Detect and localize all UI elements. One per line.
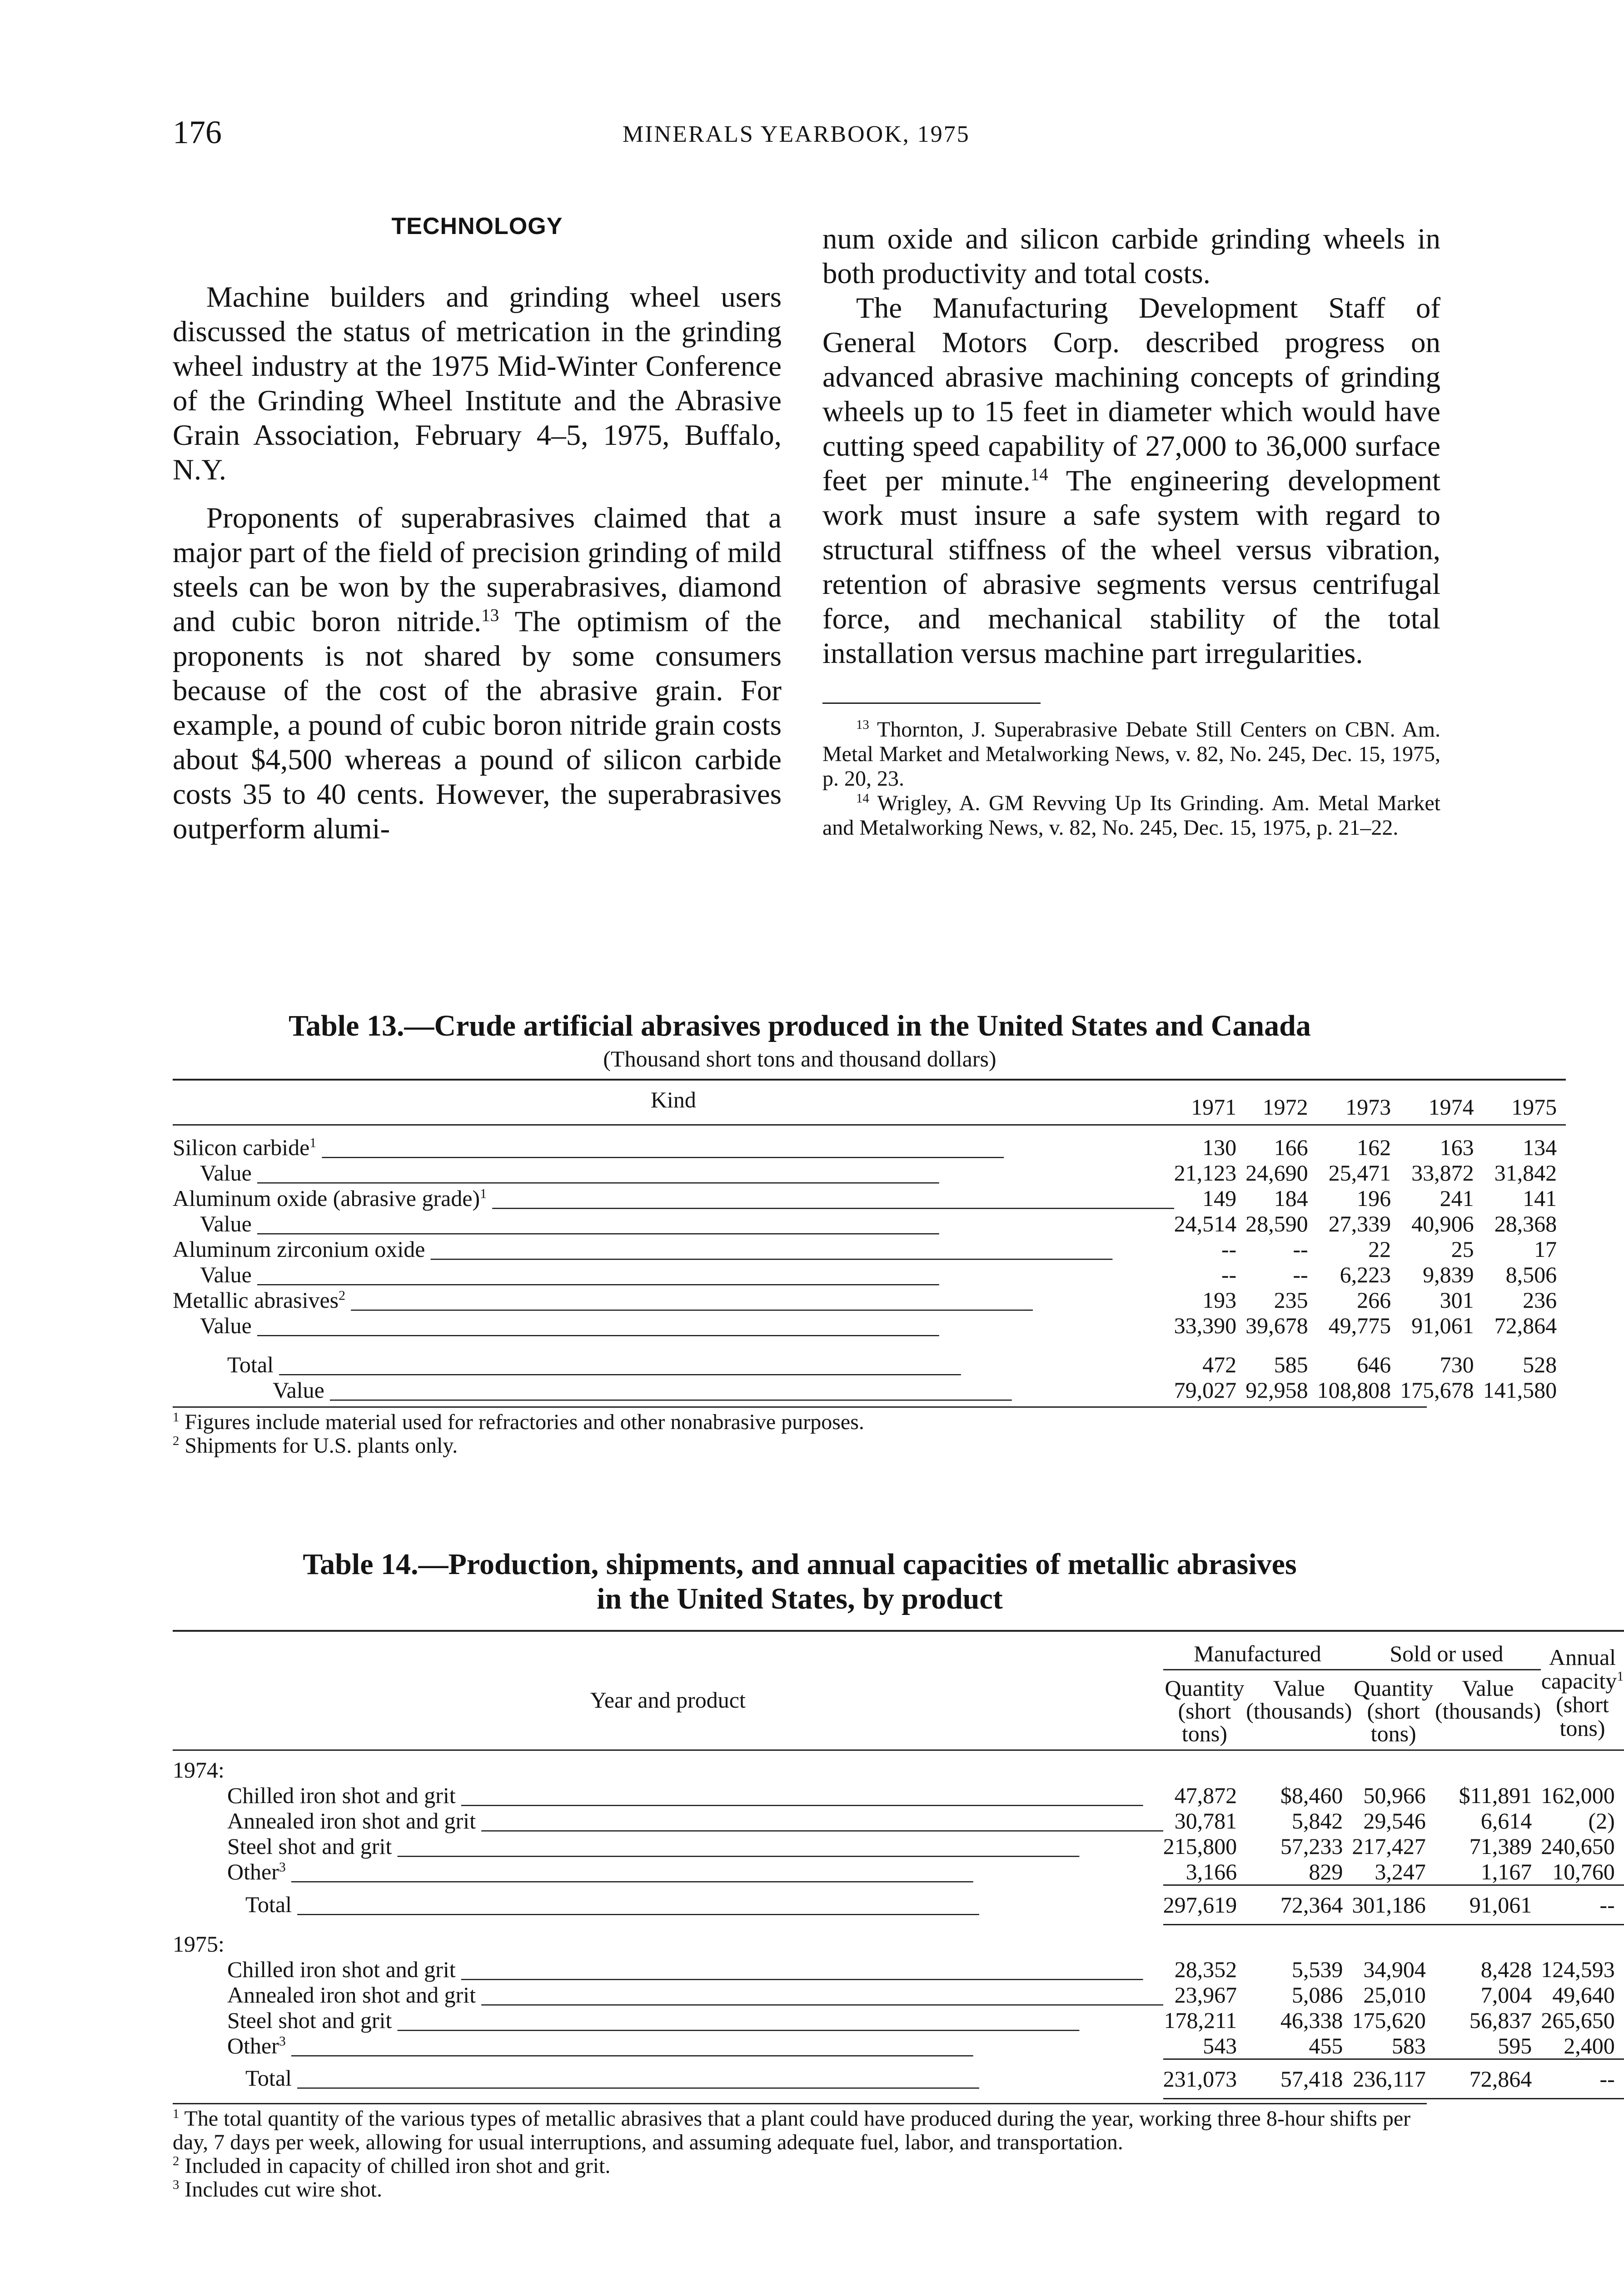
running-header — [173, 114, 1427, 159]
table-cell: 24,514 — [1174, 1211, 1237, 1236]
table-cell: (2) — [1588, 1808, 1615, 1834]
year-label: 1974: — [173, 1757, 224, 1783]
footnote-ref: 14 — [1030, 464, 1048, 484]
table-cell: 1,167 — [1480, 1859, 1532, 1884]
table-cell: 49,640 — [1552, 1982, 1615, 2008]
year-row — [173, 1925, 1624, 1957]
table-13-body — [173, 1125, 1566, 1403]
table-cell: 23,967 — [1174, 1982, 1237, 2008]
table-14-title: Table 14.—Production, shipments, and annual capacities of metallic abrasives — [303, 1548, 1297, 1581]
row-label: Annealed iron shot and grit ____________________________________________________________ — [227, 1808, 1163, 1834]
row-label: Value ____________________________________________________________ — [200, 1262, 939, 1287]
table-cell: 141,580 — [1483, 1377, 1557, 1403]
table-cell: 21,123 — [1174, 1160, 1237, 1186]
row-label: Steel shot and grit ____________________________________________________________ — [227, 2007, 1079, 2033]
year-product-header: Year and product — [590, 1687, 746, 1713]
table-cell: 730 — [1440, 1352, 1474, 1377]
footnote-mark: 13 — [856, 717, 869, 732]
table-cell: 47,872 — [1174, 1783, 1237, 1808]
table-cell: 163 — [1440, 1135, 1474, 1160]
table-cell: 149 — [1202, 1186, 1237, 1211]
year-header: 1972 — [1262, 1094, 1308, 1120]
row-label: Value ____________________________________________________________ — [200, 1160, 939, 1186]
table-cell: 178,211 — [1164, 2007, 1237, 2033]
table-row — [173, 2033, 1624, 2059]
quantity-header: Quantity (short tons) — [1354, 1675, 1434, 1746]
table-note: $^2$ Shipments for U.S. plants only. — [173, 1434, 458, 1458]
footnote — [822, 791, 1440, 840]
table-cell: 28,368 — [1494, 1211, 1557, 1236]
table-cell: 22 — [1368, 1236, 1391, 1262]
table-row — [173, 1186, 1566, 1211]
table-13-notes — [173, 1406, 1427, 1458]
row-label: Chilled iron shot and grit ____________________________________________________________ — [227, 1956, 1143, 1982]
table-cell: 49,775 — [1328, 1313, 1391, 1338]
table-cell: 235 — [1274, 1287, 1308, 1313]
table-cell: -- — [1541, 1885, 1624, 1925]
table-cell: 91,061 — [1435, 1885, 1541, 1925]
footnotes — [822, 717, 1440, 840]
table-cell: 193 — [1202, 1287, 1237, 1313]
table-cell: 455 — [1309, 2033, 1343, 2058]
table-cell: 166 — [1274, 1135, 1308, 1160]
footnote-text: Wrigley, A. GM Revving Up Its Grinding. Am. Metal Market and Metalworking News, v. 82, No. 245, Dec. 15, 1975, p. 21–22. — [822, 791, 1440, 840]
table-cell: 241 — [1440, 1186, 1474, 1211]
row-label: Total ____________________________________________________________ — [227, 1352, 961, 1377]
table-cell: 236,117 — [1352, 2059, 1435, 2098]
footnote-ref: 13 — [481, 605, 499, 625]
table-cell: 141 — [1523, 1186, 1557, 1211]
table-cell: 92,958 — [1245, 1377, 1308, 1403]
table-cell: 46,338 — [1280, 2007, 1343, 2033]
left-column — [173, 209, 782, 846]
table-13 — [173, 1009, 1557, 1458]
table-cell: 34,904 — [1363, 1956, 1426, 1982]
row-label: Other$^3$ ____________________________________________________________ — [227, 2033, 973, 2058]
table-note: $^2$ Included in capacity of chilled iron shot and grit. — [173, 2153, 611, 2178]
table-row — [173, 1859, 1624, 1885]
table-cell: 10,760 — [1552, 1859, 1615, 1884]
table-cell: 17 — [1534, 1236, 1557, 1262]
right-column — [822, 222, 1440, 840]
table-cell: 231,073 — [1163, 2059, 1246, 2098]
table-cell: 33,390 — [1174, 1313, 1237, 1338]
table-cell: 215,800 — [1163, 1834, 1237, 1859]
table-cell: 134 — [1523, 1135, 1557, 1160]
table-cell: 236 — [1523, 1287, 1557, 1313]
table-cell: 585 — [1274, 1352, 1308, 1377]
table-cell: 33,872 — [1411, 1160, 1474, 1186]
table-cell: 266 — [1357, 1287, 1391, 1313]
table-row — [173, 1211, 1566, 1236]
footnote-rule — [822, 703, 1041, 704]
row-label: Value ____________________________________________________________ — [200, 1211, 939, 1236]
table-cell: 217,427 — [1352, 1834, 1426, 1859]
footnote — [822, 717, 1440, 791]
table-cell: 301 — [1440, 1287, 1474, 1313]
paragraph: Proponents of superabrasives claimed that a major part of the field of precision grinding of mild steels can be won by the superabrasives, diamond and cubic boron nitride.$^{13}$ The optimism of the proponents is not shared by some consumers because of the cost of the abrasive grain. For example, a pound of cubic boron nitride grain costs about $4,500 whereas a pound of silicon carbide costs 35 to 40 cents. However, the superabrasives outperform alumi- — [173, 502, 782, 845]
table-14-grid — [173, 1630, 1624, 2099]
table-cell: 24,690 — [1245, 1160, 1308, 1186]
table-cell: 5,086 — [1291, 1982, 1343, 2008]
note-mark: 3 — [279, 2033, 286, 2048]
table-row — [173, 1236, 1566, 1262]
year-header: 1974 — [1428, 1094, 1474, 1120]
table-cell: 528 — [1523, 1352, 1557, 1377]
table-cell: 196 — [1357, 1186, 1391, 1211]
table-cell: 9,839 — [1423, 1262, 1474, 1287]
table-cell: 5,842 — [1291, 1808, 1343, 1834]
table-cell: 175,678 — [1400, 1377, 1474, 1403]
table-cell: 3,247 — [1375, 1859, 1426, 1884]
table-cell: 28,590 — [1245, 1211, 1308, 1236]
row-label: Total ____________________________________________________________ — [245, 1891, 979, 1917]
table-cell: 8,428 — [1480, 1956, 1532, 1982]
total-row — [173, 2059, 1624, 2098]
page-number: 176 — [173, 114, 222, 150]
table-cell: 7,004 — [1480, 1982, 1532, 2008]
table-cell: 27,339 — [1328, 1211, 1391, 1236]
table-note: $^3$ Includes cut wire shot. — [173, 2177, 382, 2202]
table-row — [173, 1287, 1566, 1313]
row-label: Metallic abrasives$^2$ ____________________________________________________________ — [173, 1287, 1033, 1313]
table-cell: 108,808 — [1317, 1377, 1391, 1403]
table-cell: 8,506 — [1505, 1262, 1557, 1287]
value-header: Value (thousands) — [1246, 1675, 1352, 1724]
note-mark: 2 — [339, 1288, 346, 1303]
manufactured-header: Manufactured — [1163, 1631, 1352, 1670]
table-cell: -- — [1293, 1262, 1308, 1287]
table-cell: 646 — [1357, 1352, 1391, 1377]
table-cell: 30,781 — [1174, 1808, 1237, 1834]
table-cell: 184 — [1274, 1186, 1308, 1211]
table-cell: 829 — [1309, 1859, 1343, 1884]
year-row — [173, 1750, 1624, 1783]
paragraph: Machine builders and grinding wheel users discussed the status of metrication in the grinding wheel industry at the 1975 Mid-Winter Conference of the Grinding Wheel Institute and the Abrasive Grain Association, February 4–5, 1975, Buffalo, N.Y. — [173, 281, 782, 486]
table-cell: 91,061 — [1411, 1313, 1474, 1338]
note-mark: 3 — [279, 1859, 286, 1875]
table-cell: 6,223 — [1340, 1262, 1391, 1287]
kind-header: Kind — [650, 1087, 696, 1112]
table-cell: 5,539 — [1291, 1956, 1343, 1982]
table-cell: 240,650 — [1541, 1834, 1615, 1859]
table-cell: 28,352 — [1174, 1956, 1237, 1982]
table-14-title-line2: in the United States, by product — [597, 1582, 1003, 1615]
row-label: Value ____________________________________________________________ — [273, 1377, 1012, 1403]
quantity-header: Quantity (short tons) — [1165, 1675, 1245, 1746]
table-cell: 25,010 — [1363, 1982, 1426, 2008]
table-row — [173, 1262, 1566, 1287]
table-cell: 583 — [1391, 2033, 1426, 2058]
table-row — [173, 2008, 1624, 2033]
table-row — [173, 1808, 1624, 1834]
table-cell: 79,027 — [1174, 1377, 1237, 1403]
table-cell: 50,966 — [1363, 1783, 1426, 1808]
table-cell: $8,460 — [1280, 1783, 1343, 1808]
section-heading: TECHNOLOGY — [391, 213, 563, 239]
table-13-subtitle: (Thousand short tons and thousand dollars) — [603, 1046, 996, 1071]
note-mark: 1 — [480, 1186, 487, 1201]
table-cell: 39,678 — [1245, 1313, 1308, 1338]
table-row — [173, 1834, 1624, 1859]
table-cell: 29,546 — [1363, 1808, 1426, 1834]
table-cell: 40,906 — [1411, 1211, 1474, 1236]
year-header: 1971 — [1191, 1094, 1237, 1120]
note-mark: 1 — [309, 1135, 317, 1151]
row-label: Annealed iron shot and grit ____________________________________________________________ — [227, 1982, 1163, 2008]
table-cell: 71,389 — [1469, 1834, 1532, 1859]
table-row — [173, 1125, 1566, 1161]
total-row — [173, 1377, 1566, 1403]
table-cell: 472 — [1202, 1352, 1237, 1377]
footnote-text: Thornton, J. Superabrasive Debate Still Centers on CBN. Am. Metal Market and Metalworking News, v. 82, No. 245, Dec. 15, 1975, p. 20, 23. — [822, 717, 1440, 791]
table-cell: 6,614 — [1480, 1808, 1532, 1834]
table-row — [173, 1957, 1624, 1982]
table-cell: 25,471 — [1328, 1160, 1391, 1186]
table-14 — [173, 1547, 1624, 2202]
table-cell: 31,842 — [1494, 1160, 1557, 1186]
table-cell: $11,891 — [1459, 1783, 1532, 1808]
table-cell: 162 — [1357, 1135, 1391, 1160]
table-13-grid — [173, 1079, 1566, 1403]
total-row — [173, 1338, 1566, 1377]
table-cell: 72,864 — [1435, 2059, 1541, 2098]
table-cell: 57,233 — [1280, 1834, 1343, 1859]
table-row — [173, 1982, 1624, 2008]
table-13-title: Table 13.—Crude artificial abrasives produced in the United States and Canada — [289, 1009, 1311, 1042]
year-header: 1975 — [1511, 1094, 1557, 1120]
paragraph: num oxide and silicon carbide grinding wheels in both productivity and total costs. — [822, 223, 1440, 290]
table-cell: -- — [1541, 2059, 1624, 2098]
table-row — [173, 1313, 1566, 1338]
table-cell: 2,400 — [1564, 2033, 1615, 2058]
row-label: Silicon carbide$^1$ ____________________________________________________________ — [173, 1135, 1004, 1160]
table-row — [173, 1160, 1566, 1186]
table-cell: 543 — [1203, 2033, 1237, 2058]
year-label: 1975: — [173, 1931, 224, 1957]
table-cell: 124,593 — [1541, 1956, 1615, 1982]
table-cell: 301,186 — [1352, 1885, 1435, 1925]
annual-capacity-header: Annual capacity$^1$ (short tons) — [1541, 1644, 1624, 1741]
table-cell: 56,837 — [1469, 2007, 1532, 2033]
table-14-notes — [173, 2103, 1427, 2202]
row-label: Aluminum zirconium oxide ____________________________________________________________ — [173, 1236, 1112, 1262]
footnote-mark: 14 — [856, 791, 869, 806]
row-label: Other$^3$ ____________________________________________________________ — [227, 1859, 973, 1884]
table-14-body — [173, 1750, 1624, 2099]
table-cell: 57,418 — [1246, 2059, 1352, 2098]
table-cell: 162,000 — [1541, 1783, 1615, 1808]
row-label: Total ____________________________________________________________ — [245, 2065, 979, 2091]
row-label: Aluminum oxide (abrasive grade)$^1$ ____________________________________________________________ — [173, 1186, 1174, 1211]
sold-used-header: Sold or used — [1352, 1631, 1541, 1670]
row-label: Value ____________________________________________________________ — [200, 1313, 939, 1338]
table-note: $^1$ Figures include material used for refractories and other nonabrasive purposes. — [173, 1410, 864, 1434]
table-cell: 3,166 — [1186, 1859, 1237, 1884]
table-cell: 175,620 — [1352, 2007, 1426, 2033]
total-row — [173, 1885, 1624, 1925]
running-title: MINERALS YEARBOOK, 1975 — [623, 121, 970, 147]
table-cell: 130 — [1202, 1135, 1237, 1160]
table-cell: 72,364 — [1246, 1885, 1352, 1925]
table-cell: 25 — [1451, 1236, 1474, 1262]
table-cell: -- — [1221, 1236, 1237, 1262]
row-label: Steel shot and grit ____________________________________________________________ — [227, 1834, 1079, 1859]
table-cell: 297,619 — [1163, 1885, 1246, 1925]
year-header: 1973 — [1345, 1094, 1391, 1120]
table-cell: -- — [1221, 1262, 1237, 1287]
table-cell: -- — [1293, 1236, 1308, 1262]
paragraph: The Manufacturing Development Staff of General Motors Corp. described progress on advanced abrasive machining concepts of grinding wheels up to 15 feet in diameter which would have cutting speed capability of 27,000 to 36,000 surface feet per minute.$^{14}$ The engineering development work must insure a safe system with regard to structural stiffness of the wheel versus vibration, retention of abrasive segments versus centrifugal force, and mechanical stability of the total installation versus machine part irregularities. — [822, 292, 1440, 670]
row-label: Chilled iron shot and grit ____________________________________________________________ — [227, 1783, 1143, 1808]
table-row — [173, 1783, 1624, 1808]
table-cell: 72,864 — [1494, 1313, 1557, 1338]
table-cell: 595 — [1498, 2033, 1532, 2058]
value-header: Value (thousands) — [1435, 1675, 1541, 1724]
table-note: $^1$ The total quantity of the various types of metallic abrasives that a plant could have produced during the year, working three 8-hour shifts per day, 7 days per week, allowing for usual interruptions, and assuming adequate fuel, labor, and transportation. — [173, 2106, 1411, 2154]
table-cell: 265,650 — [1541, 2007, 1615, 2033]
